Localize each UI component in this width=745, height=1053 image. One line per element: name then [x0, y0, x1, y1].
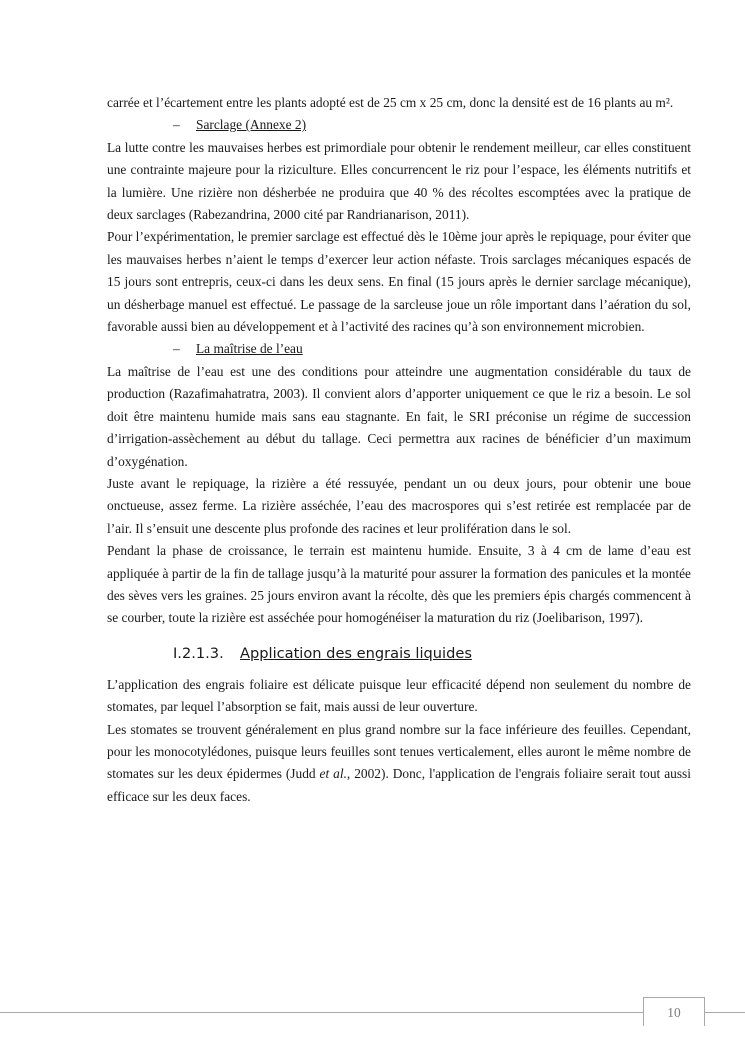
subheading-water	[107, 338, 691, 360]
paragraph-experiment: Pour l’expérimentation, le premier sarclage est effectué dès le 10ème jour après le repiquage, pour éviter que les mauvaises herbes n’aient le temps d’exercer leur action néfaste. Trois sarclages mécaniques espacés de 15 jours sont entrepris, ceux-ci dans les deux sens. En final (15 jours après le dernier sarclage mécanique), un désherbage manuel est effectué. Le passage de la sarcleuse joue un rôle important dans l’aération du sol, favorable aussi bien au développement et à l’activité des racines qu’à son environnement microbien.	[107, 229, 691, 335]
citation-etal: et al.	[319, 766, 347, 782]
paragraph-weeds: La lutte contre les mauvaises herbes est primordiale pour obtenir le rendement meilleur, car elles constituent une contrainte majeure pour la riziculture. Elles concurrencent le riz pour l’espace, les éléments nutritifs et la lumière. Une rizière non désherbée ne produira que 40 % des récoltes escomptées avec la pratique de deux sarclages (Rabezandrina, 2000 cité par Randrianarison, 2011).	[107, 139, 691, 223]
paragraph-water-control: La maîtrise de l’eau est une des conditions pour atteindre une augmentation considérable du taux de production (Razafimahatratra, 2003). Il convient alors d’apporter uniquement ce que le riz a besoin. Le sol doit être maintenu humide mais sans eau stagnante. En fait, le SRI préconise un régime de succession d’irrigation-assèchement au début du tallage. Ceci permettra aux racines de bénéficier d’un maximum d’oxygénation.	[107, 363, 691, 469]
subheading-sarclage	[107, 114, 691, 136]
section-heading	[107, 642, 691, 666]
paragraph-transplant: Juste avant le repiquage, la rizière a été ressuyée, pendant un ou deux jours, pour obtenir une boue onctueuse, assez ferme. La rizière asséchée, l’eau des macrospores qui s’est retirée est remplacée par de l’air. Il s’ensuit une descente plus profonde des racines et leur prolifération dans le sol.	[107, 475, 691, 536]
paragraph-foliar: L’application des engrais foliaire est délicate puisque leur efficacité dépend non seulement du nombre de stomates, par lequel l’absorption se fait, mais aussi de leur ouverture.	[107, 676, 691, 715]
paragraph-stomata	[107, 719, 691, 809]
dash-bullet: –	[173, 341, 180, 357]
paragraph-density: carrée et l’écartement entre les plants adopté est de 25 cm x 25 cm, donc la densité est de 16 plants au m².	[107, 95, 674, 110]
paragraph-growth-phase: Pendant la phase de croissance, le terrain est maintenu humide. Ensuite, 3 à 4 cm de lame d’eau est appliquée à partir de la fin de tallage jusqu’à la maturité pour assurer la formation des panicules et la montée des sèves vers les graines. 25 jours environ avant la récolte, dès que les premiers épis chargés commencent à se courber, toute la rizière est asséchée pour homogénéiser la maturation du riz (Joelibarison, 1997).	[107, 543, 691, 626]
page-number: 10	[643, 997, 705, 1024]
subheading-water-title: La maîtrise de l’eau	[196, 341, 303, 357]
section-number: I.2.1.3.	[173, 644, 224, 662]
dash-bullet: –	[173, 117, 180, 133]
section-title: Application des engrais liquides	[240, 644, 472, 662]
paragraph-stomata-part2: , 2002). Donc, l'application de l'engrais foliaire serait tout aussi efficace sur les deux faces.	[107, 766, 691, 804]
paragraph-stomata-part1: Les stomates se trouvent généralement en plus grand nombre sur la face inférieure des feuilles. Cependant, pour les monocotylédones, puisque leurs feuilles sont tenues verticalement, elles auront le même nombre de stomates sur les deux épidermes (Judd	[107, 721, 691, 782]
subheading-sarclage-title: Sarclage (Annexe 2)	[196, 117, 307, 133]
page-body	[107, 92, 691, 808]
footer-rule	[0, 1012, 745, 1013]
